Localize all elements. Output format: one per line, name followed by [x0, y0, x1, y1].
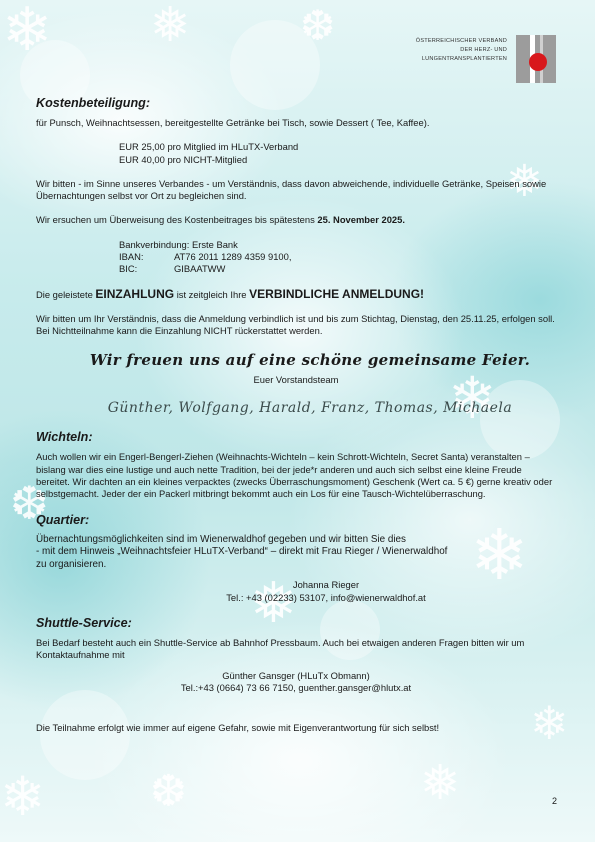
- snowflake-icon: ❄: [448, 366, 497, 431]
- shuttle-text: Bei Bedarf besteht auch ein Shuttle-Service ab Bahnhof Pressbaum. Auch bei etwaigen anderen Fragen bitten wir um Kontaktaufnahme mit: [36, 637, 525, 661]
- section-heading-shuttle: Shuttle-Service:: [36, 616, 132, 631]
- section-heading-kosten: Kostenbeteiligung:: [36, 96, 151, 110]
- page-number: 2: [552, 796, 558, 806]
- shuttle-contact-name: Günther Gansger (HLuTx Obmann): [222, 669, 370, 681]
- red-circle-emblem-icon: [516, 35, 556, 83]
- deadline-text: Wir ersuchen um Überweisung des Kostenbeitrages bis spätestens: [36, 214, 315, 226]
- snowflake-icon: ❅: [150, 0, 191, 52]
- snowflake-icon: ❄: [0, 767, 46, 827]
- quartier-line: zu organisieren.: [36, 558, 107, 570]
- logo-text: [395, 37, 507, 64]
- kosten-understanding: Wir bitten - im Sinne unseres Verbandes - um Verständnis, dass davon abweichende, individuelle Getränke, Speisen sowie Übernachtungen selbst vor Ort zu begleichen sind.: [36, 177, 547, 202]
- price-nonmember: EUR 40,00 pro NICHT-Mitglied: [119, 153, 248, 165]
- payment-emphasis: VERBINDLICHE ANMELDUNG!: [249, 286, 425, 301]
- section-heading-quartier: Quartier:: [36, 512, 90, 527]
- quartier-line: Übernachtungsmöglichkeiten sind im Wienerwaldhof gegeben und wir bitten Sie dies: [36, 533, 406, 545]
- kosten-deadline: [36, 214, 556, 226]
- greeting-script: Wir freuen uns auf eine schöne gemeinsame Feier.: [89, 350, 531, 369]
- quartier-contact-line: Tel.: +43 (02233) 53107, info@wienerwaldhof.at: [226, 591, 426, 603]
- section-heading-wichteln: Wichteln:: [36, 430, 93, 445]
- logo-line: DER HERZ- UND: [460, 47, 507, 53]
- snowflake-icon: ❆: [10, 477, 49, 529]
- snowflake-icon: ❆: [300, 2, 336, 49]
- snowflake-icon: ❆: [150, 767, 187, 816]
- snowflake-icon: ❅: [250, 571, 297, 634]
- snowflake-icon: ❄: [470, 516, 529, 594]
- price-list: [36, 141, 556, 166]
- deadline-date: 25. November 2025.: [317, 214, 405, 226]
- bic-row: [119, 263, 556, 275]
- kosten-intro: für Punsch, Weihnachtsessen, bereitgestellte Getränke bei Tisch, sowie Dessert ( Tee, Kaffee).: [36, 117, 430, 128]
- snowflake-icon: ❅: [420, 757, 461, 810]
- bic-value: GIBAATWW: [174, 263, 226, 275]
- bank-details: [36, 239, 556, 276]
- footer-disclaimer: Die Teilnahme erfolgt wie immer auf eigene Gefahr, sowie mit Eigenverantwortung für sich selbst!: [36, 722, 440, 734]
- bank-name: Bankverbindung: Erste Bank: [119, 238, 238, 250]
- quartier-contact-name: Johanna Rieger: [292, 579, 360, 591]
- snowflake-icon: ❅: [506, 157, 543, 206]
- logo-line: ÖSTERREICHISCHER VERBAND: [415, 38, 507, 44]
- quartier-text: [36, 534, 556, 572]
- snowflake-icon: ❄: [2, 0, 53, 63]
- association-logo: [395, 35, 560, 85]
- snowflake-icon: ❄: [530, 697, 569, 749]
- greeting-team: Euer Vorstandsteam: [253, 373, 339, 385]
- payment-prefix: Die geleistete: [36, 288, 93, 300]
- price-member: EUR 25,00 pro Mitglied im HLuTX-Verband: [119, 141, 299, 153]
- iban-value: AT76 2011 1289 4359 9100,: [174, 251, 292, 263]
- binding-note: Wir bitten um Ihr Verständnis, dass die Anmeldung verbindlich ist und bis zum Stichtag, Dienstag, den 25.11.25, erfolgen soll. Bei Nichtteilnahme kann die Einzahlung NICHT rückerstattet werden.: [36, 312, 555, 337]
- document-body: [36, 96, 556, 735]
- payment-middle: ist zeitgleich Ihre: [176, 288, 247, 300]
- bic-label: BIC:: [119, 263, 138, 275]
- iban-label: IBAN:: [119, 251, 144, 263]
- iban-row: [119, 251, 556, 263]
- greeting-names: Günther, Wolfgang, Harald, Franz, Thomas, Michaela: [107, 400, 513, 417]
- logo-line: LUNGENTRANSPLANTIERTEN: [421, 56, 507, 62]
- payment-word: EINZAHLUNG: [95, 286, 175, 301]
- quartier-line: - mit dem Hinweis „Weihnachtsfeier HLuTX-Verband“ – direkt mit Frau Rieger / Wienerwaldhof: [36, 546, 448, 558]
- wichteln-text: Auch wollen wir ein Engerl-Bengerl-Ziehen (Weihnachts-Wichteln – kein Schrott-Wichteln, Secret Santa) veranstalten – bislang war dies eine lustige und auch nette Tradition, bei der jede*r anderen und auch sich selbst eine kleine Freude bereitet. Wir dachten an ein kleines verpacktes (zwecks Überraschungsmoment) Geschenk (Wert ca. 5 €) gerne kreativ oder selbstgemacht. Jeder der ein Packerl mitbringt bekommt auch ein Los für eine Tausch-Wichtelüberraschung.: [36, 451, 553, 500]
- shuttle-contact-line: Tel.:+43 (0664) 73 66 7150, guenther.gansger@hlutx.at: [180, 681, 412, 693]
- payment-note: [36, 288, 556, 301]
